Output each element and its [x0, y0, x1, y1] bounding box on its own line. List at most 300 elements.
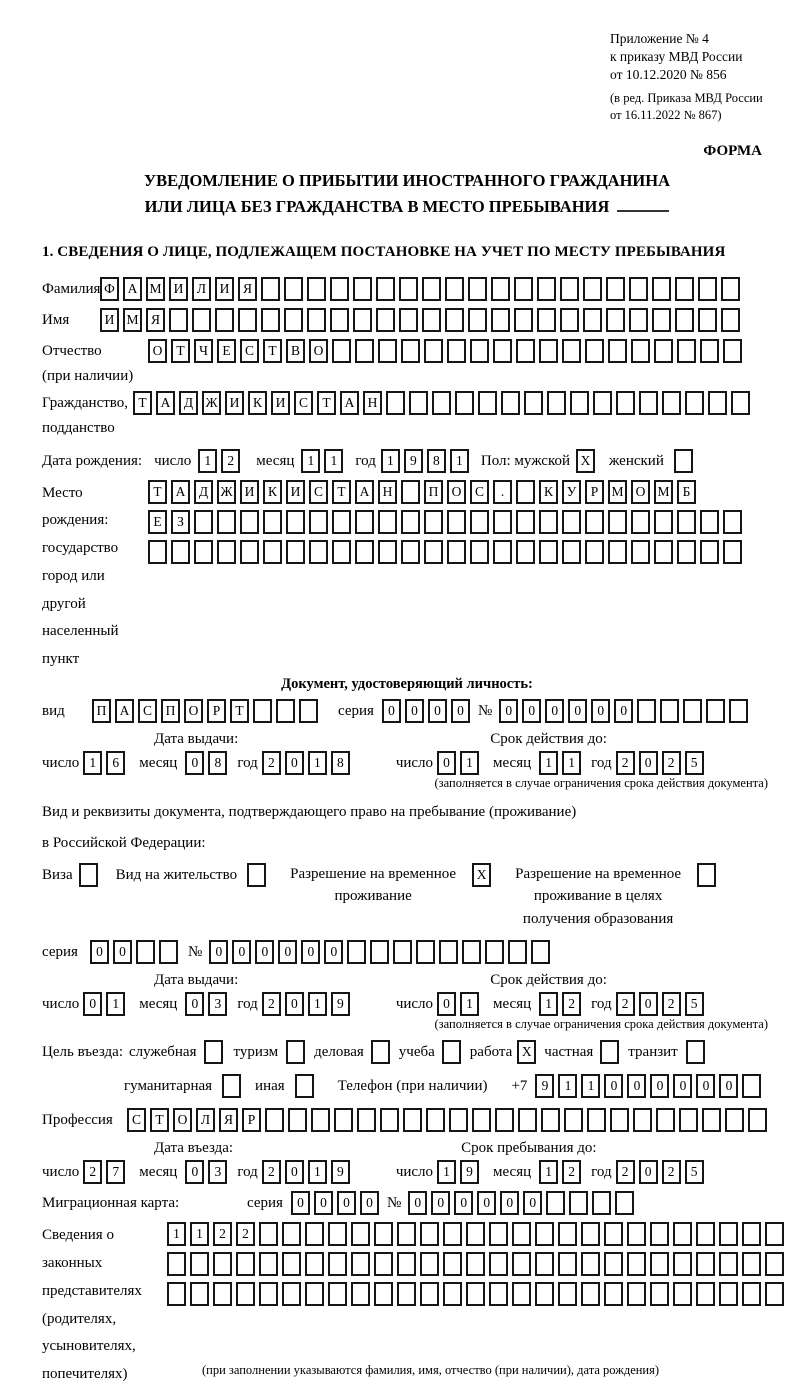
char-cell[interactable] — [546, 1191, 565, 1215]
char-cell[interactable] — [633, 1108, 652, 1132]
char-cell[interactable]: П — [161, 699, 180, 723]
char-cell[interactable] — [535, 1252, 554, 1276]
char-cell[interactable]: X — [576, 449, 595, 473]
char-cell[interactable] — [217, 540, 236, 564]
char-cell[interactable] — [650, 1222, 669, 1246]
char-cell[interactable] — [721, 277, 740, 301]
char-cell[interactable]: Н — [378, 480, 397, 504]
char-cell[interactable] — [403, 1108, 422, 1132]
char-cell[interactable] — [673, 1252, 692, 1276]
char-cell[interactable] — [489, 1222, 508, 1246]
char-cell[interactable]: X — [472, 863, 491, 887]
char-cell[interactable] — [259, 1222, 278, 1246]
char-cell[interactable] — [518, 1108, 537, 1132]
char-cell[interactable] — [213, 1282, 232, 1306]
char-cell[interactable] — [485, 940, 504, 964]
char-cell[interactable] — [696, 1222, 715, 1246]
char-cell[interactable] — [698, 277, 717, 301]
char-cell[interactable] — [422, 308, 441, 332]
char-cell[interactable]: С — [309, 480, 328, 504]
char-cell[interactable] — [284, 308, 303, 332]
char-cell[interactable] — [466, 1282, 485, 1306]
char-cell[interactable] — [604, 1252, 623, 1276]
char-cell[interactable] — [472, 1108, 491, 1132]
char-cell[interactable] — [286, 510, 305, 534]
char-cell[interactable] — [765, 1252, 784, 1276]
char-cell[interactable]: Р — [207, 699, 226, 723]
char-cell[interactable] — [409, 391, 428, 415]
char-cell[interactable] — [516, 480, 535, 504]
char-cell[interactable] — [604, 1222, 623, 1246]
char-cell[interactable]: 8 — [208, 751, 227, 775]
char-cell[interactable]: 7 — [106, 1160, 125, 1184]
char-cell[interactable] — [719, 1222, 738, 1246]
char-cell[interactable]: 1 — [190, 1222, 209, 1246]
char-cell[interactable]: П — [92, 699, 111, 723]
char-cell[interactable]: И — [100, 308, 119, 332]
char-cell[interactable] — [370, 940, 389, 964]
char-cell[interactable] — [537, 308, 556, 332]
char-cell[interactable]: 0 — [285, 1160, 304, 1184]
char-cell[interactable] — [194, 510, 213, 534]
char-cell[interactable]: И — [215, 277, 234, 301]
char-cell[interactable] — [719, 1282, 738, 1306]
char-cell[interactable]: Е — [148, 510, 167, 534]
char-cell[interactable] — [217, 510, 236, 534]
char-cell[interactable]: 2 — [616, 992, 635, 1016]
char-cell[interactable] — [466, 1252, 485, 1276]
char-cell[interactable]: П — [424, 480, 443, 504]
char-cell[interactable] — [332, 339, 351, 363]
char-cell[interactable] — [355, 540, 374, 564]
char-cell[interactable] — [608, 510, 627, 534]
char-cell[interactable] — [742, 1282, 761, 1306]
char-cell[interactable]: 2 — [562, 992, 581, 1016]
char-cell[interactable]: 0 — [673, 1074, 692, 1098]
char-cell[interactable]: 0 — [209, 940, 228, 964]
char-cell[interactable] — [581, 1222, 600, 1246]
char-cell[interactable] — [700, 339, 719, 363]
char-cell[interactable]: 1 — [460, 992, 479, 1016]
char-cell[interactable] — [685, 391, 704, 415]
char-cell[interactable]: О — [148, 339, 167, 363]
char-cell[interactable]: Я — [238, 277, 257, 301]
char-cell[interactable] — [416, 940, 435, 964]
char-cell[interactable] — [305, 1222, 324, 1246]
char-cell[interactable] — [654, 540, 673, 564]
char-cell[interactable] — [253, 699, 272, 723]
char-cell[interactable] — [531, 940, 550, 964]
char-cell[interactable]: 0 — [545, 699, 564, 723]
char-cell[interactable] — [539, 540, 558, 564]
char-cell[interactable]: 1 — [83, 751, 102, 775]
char-cell[interactable]: 3 — [208, 992, 227, 1016]
char-cell[interactable] — [631, 540, 650, 564]
char-cell[interactable] — [397, 1222, 416, 1246]
char-cell[interactable]: 1 — [106, 992, 125, 1016]
char-cell[interactable] — [592, 1191, 611, 1215]
char-cell[interactable] — [247, 863, 266, 887]
char-cell[interactable] — [265, 1108, 284, 1132]
char-cell[interactable]: З — [171, 510, 190, 534]
char-cell[interactable] — [570, 391, 589, 415]
char-cell[interactable] — [424, 510, 443, 534]
char-cell[interactable]: 9 — [404, 449, 423, 473]
char-cell[interactable] — [194, 540, 213, 564]
char-cell[interactable]: 2 — [213, 1222, 232, 1246]
char-cell[interactable] — [491, 277, 510, 301]
char-cell[interactable]: 1 — [381, 449, 400, 473]
char-cell[interactable] — [539, 339, 558, 363]
char-cell[interactable] — [357, 1108, 376, 1132]
char-cell[interactable] — [683, 699, 702, 723]
char-cell[interactable] — [420, 1252, 439, 1276]
char-cell[interactable] — [401, 480, 420, 504]
char-cell[interactable] — [493, 339, 512, 363]
char-cell[interactable] — [443, 1252, 462, 1276]
char-cell[interactable] — [677, 339, 696, 363]
char-cell[interactable] — [309, 540, 328, 564]
char-cell[interactable] — [286, 540, 305, 564]
char-cell[interactable] — [284, 277, 303, 301]
char-cell[interactable]: 0 — [627, 1074, 646, 1098]
char-cell[interactable] — [393, 940, 412, 964]
char-cell[interactable] — [501, 391, 520, 415]
char-cell[interactable] — [399, 308, 418, 332]
char-cell[interactable] — [378, 510, 397, 534]
char-cell[interactable]: 0 — [604, 1074, 623, 1098]
char-cell[interactable]: 2 — [83, 1160, 102, 1184]
char-cell[interactable] — [700, 540, 719, 564]
char-cell[interactable]: 2 — [662, 1160, 681, 1184]
char-cell[interactable]: 0 — [639, 992, 658, 1016]
char-cell[interactable] — [328, 1222, 347, 1246]
char-cell[interactable]: 0 — [639, 751, 658, 775]
char-cell[interactable] — [725, 1108, 744, 1132]
char-cell[interactable] — [401, 339, 420, 363]
char-cell[interactable]: И — [240, 480, 259, 504]
char-cell[interactable]: 0 — [477, 1191, 496, 1215]
char-cell[interactable]: 2 — [221, 449, 240, 473]
char-cell[interactable]: 1 — [450, 449, 469, 473]
char-cell[interactable]: 0 — [451, 699, 470, 723]
char-cell[interactable] — [447, 510, 466, 534]
char-cell[interactable]: Т — [133, 391, 152, 415]
char-cell[interactable] — [696, 1252, 715, 1276]
char-cell[interactable] — [564, 1108, 583, 1132]
char-cell[interactable] — [351, 1222, 370, 1246]
char-cell[interactable]: 1 — [539, 751, 558, 775]
char-cell[interactable] — [447, 540, 466, 564]
char-cell[interactable]: Д — [194, 480, 213, 504]
char-cell[interactable] — [259, 1282, 278, 1306]
char-cell[interactable] — [650, 1282, 669, 1306]
char-cell[interactable] — [615, 1191, 634, 1215]
char-cell[interactable] — [631, 339, 650, 363]
char-cell[interactable] — [424, 540, 443, 564]
char-cell[interactable] — [332, 540, 351, 564]
char-cell[interactable]: 0 — [285, 992, 304, 1016]
char-cell[interactable] — [305, 1252, 324, 1276]
char-cell[interactable] — [547, 391, 566, 415]
char-cell[interactable] — [627, 1222, 646, 1246]
char-cell[interactable] — [708, 391, 727, 415]
char-cell[interactable]: 8 — [331, 751, 350, 775]
char-cell[interactable] — [514, 277, 533, 301]
char-cell[interactable]: 6 — [106, 751, 125, 775]
char-cell[interactable] — [742, 1252, 761, 1276]
char-cell[interactable] — [719, 1252, 738, 1276]
char-cell[interactable] — [330, 277, 349, 301]
char-cell[interactable] — [512, 1252, 531, 1276]
char-cell[interactable] — [512, 1222, 531, 1246]
char-cell[interactable] — [627, 1252, 646, 1276]
char-cell[interactable] — [236, 1282, 255, 1306]
char-cell[interactable]: С — [138, 699, 157, 723]
char-cell[interactable] — [585, 510, 604, 534]
char-cell[interactable]: 0 — [719, 1074, 738, 1098]
char-cell[interactable] — [535, 1282, 554, 1306]
char-cell[interactable]: 0 — [639, 1160, 658, 1184]
char-cell[interactable]: Ж — [217, 480, 236, 504]
char-cell[interactable] — [468, 308, 487, 332]
char-cell[interactable]: С — [127, 1108, 146, 1132]
char-cell[interactable] — [259, 1252, 278, 1276]
char-cell[interactable] — [610, 1108, 629, 1132]
char-cell[interactable] — [190, 1252, 209, 1276]
char-cell[interactable]: 0 — [431, 1191, 450, 1215]
char-cell[interactable] — [397, 1282, 416, 1306]
char-cell[interactable]: 0 — [499, 699, 518, 723]
char-cell[interactable] — [347, 940, 366, 964]
char-cell[interactable]: М — [608, 480, 627, 504]
char-cell[interactable]: 2 — [616, 751, 635, 775]
char-cell[interactable]: Н — [363, 391, 382, 415]
char-cell[interactable] — [432, 391, 451, 415]
char-cell[interactable]: 0 — [83, 992, 102, 1016]
char-cell[interactable]: 2 — [562, 1160, 581, 1184]
char-cell[interactable] — [213, 1252, 232, 1276]
char-cell[interactable] — [442, 1040, 461, 1064]
char-cell[interactable] — [374, 1222, 393, 1246]
char-cell[interactable] — [355, 510, 374, 534]
char-cell[interactable] — [489, 1252, 508, 1276]
char-cell[interactable] — [374, 1282, 393, 1306]
char-cell[interactable]: О — [173, 1108, 192, 1132]
char-cell[interactable]: 1 — [198, 449, 217, 473]
char-cell[interactable]: 0 — [232, 940, 251, 964]
char-cell[interactable] — [167, 1252, 186, 1276]
char-cell[interactable] — [470, 540, 489, 564]
char-cell[interactable] — [639, 391, 658, 415]
char-cell[interactable]: А — [355, 480, 374, 504]
char-cell[interactable]: 8 — [427, 449, 446, 473]
char-cell[interactable]: 0 — [437, 992, 456, 1016]
char-cell[interactable] — [585, 540, 604, 564]
char-cell[interactable]: 0 — [324, 940, 343, 964]
char-cell[interactable]: . — [493, 480, 512, 504]
char-cell[interactable] — [673, 1282, 692, 1306]
char-cell[interactable] — [136, 940, 155, 964]
char-cell[interactable] — [240, 510, 259, 534]
char-cell[interactable] — [374, 1252, 393, 1276]
char-cell[interactable] — [420, 1222, 439, 1246]
char-cell[interactable]: 2 — [662, 751, 681, 775]
char-cell[interactable]: Т — [148, 480, 167, 504]
char-cell[interactable] — [660, 699, 679, 723]
char-cell[interactable]: А — [115, 699, 134, 723]
char-cell[interactable]: И — [225, 391, 244, 415]
char-cell[interactable] — [524, 391, 543, 415]
char-cell[interactable] — [397, 1252, 416, 1276]
char-cell[interactable]: 0 — [185, 751, 204, 775]
char-cell[interactable] — [240, 540, 259, 564]
char-cell[interactable]: 9 — [331, 992, 350, 1016]
char-cell[interactable] — [560, 277, 579, 301]
char-cell[interactable]: 0 — [408, 1191, 427, 1215]
char-cell[interactable] — [169, 308, 188, 332]
char-cell[interactable]: 0 — [428, 699, 447, 723]
char-cell[interactable]: 1 — [308, 992, 327, 1016]
char-cell[interactable]: К — [248, 391, 267, 415]
char-cell[interactable] — [307, 277, 326, 301]
char-cell[interactable] — [286, 1040, 305, 1064]
char-cell[interactable] — [698, 308, 717, 332]
char-cell[interactable] — [516, 339, 535, 363]
char-cell[interactable]: А — [340, 391, 359, 415]
title-blank-line[interactable] — [617, 197, 669, 212]
char-cell[interactable]: 0 — [285, 751, 304, 775]
char-cell[interactable] — [426, 1108, 445, 1132]
char-cell[interactable]: О — [309, 339, 328, 363]
char-cell[interactable] — [652, 277, 671, 301]
char-cell[interactable]: 0 — [382, 699, 401, 723]
char-cell[interactable] — [600, 1040, 619, 1064]
char-cell[interactable] — [159, 940, 178, 964]
char-cell[interactable] — [167, 1282, 186, 1306]
char-cell[interactable] — [696, 1282, 715, 1306]
char-cell[interactable] — [399, 277, 418, 301]
char-cell[interactable] — [702, 1108, 721, 1132]
char-cell[interactable] — [650, 1252, 669, 1276]
char-cell[interactable] — [466, 1222, 485, 1246]
char-cell[interactable] — [587, 1108, 606, 1132]
char-cell[interactable]: 5 — [685, 1160, 704, 1184]
char-cell[interactable]: В — [286, 339, 305, 363]
char-cell[interactable]: 9 — [331, 1160, 350, 1184]
char-cell[interactable] — [581, 1252, 600, 1276]
char-cell[interactable]: 5 — [685, 992, 704, 1016]
char-cell[interactable] — [723, 339, 742, 363]
char-cell[interactable] — [539, 510, 558, 534]
char-cell[interactable] — [765, 1282, 784, 1306]
char-cell[interactable] — [723, 540, 742, 564]
char-cell[interactable] — [508, 940, 527, 964]
char-cell[interactable]: Я — [146, 308, 165, 332]
char-cell[interactable] — [629, 277, 648, 301]
char-cell[interactable]: 9 — [535, 1074, 554, 1098]
char-cell[interactable]: 1 — [460, 751, 479, 775]
char-cell[interactable]: Я — [219, 1108, 238, 1132]
char-cell[interactable] — [376, 308, 395, 332]
char-cell[interactable] — [353, 308, 372, 332]
char-cell[interactable]: 0 — [90, 940, 109, 964]
char-cell[interactable]: С — [294, 391, 313, 415]
char-cell[interactable]: Р — [585, 480, 604, 504]
char-cell[interactable] — [558, 1252, 577, 1276]
char-cell[interactable] — [443, 1282, 462, 1306]
char-cell[interactable] — [489, 1282, 508, 1306]
char-cell[interactable] — [445, 277, 464, 301]
char-cell[interactable]: 0 — [500, 1191, 519, 1215]
char-cell[interactable] — [299, 699, 318, 723]
char-cell[interactable] — [581, 1282, 600, 1306]
char-cell[interactable] — [558, 1282, 577, 1306]
char-cell[interactable] — [652, 308, 671, 332]
char-cell[interactable] — [215, 308, 234, 332]
char-cell[interactable] — [569, 1191, 588, 1215]
char-cell[interactable]: С — [240, 339, 259, 363]
char-cell[interactable] — [616, 391, 635, 415]
char-cell[interactable] — [424, 339, 443, 363]
char-cell[interactable] — [455, 391, 474, 415]
char-cell[interactable] — [679, 1108, 698, 1132]
char-cell[interactable]: 1 — [308, 751, 327, 775]
char-cell[interactable] — [378, 339, 397, 363]
char-cell[interactable] — [495, 1108, 514, 1132]
char-cell[interactable] — [604, 1282, 623, 1306]
char-cell[interactable]: С — [470, 480, 489, 504]
char-cell[interactable] — [742, 1222, 761, 1246]
char-cell[interactable] — [478, 391, 497, 415]
char-cell[interactable] — [629, 308, 648, 332]
char-cell[interactable]: 0 — [301, 940, 320, 964]
char-cell[interactable] — [282, 1222, 301, 1246]
char-cell[interactable]: К — [263, 480, 282, 504]
char-cell[interactable] — [376, 277, 395, 301]
char-cell[interactable] — [541, 1108, 560, 1132]
char-cell[interactable] — [493, 540, 512, 564]
char-cell[interactable]: 1 — [562, 751, 581, 775]
char-cell[interactable]: 2 — [262, 992, 281, 1016]
char-cell[interactable]: М — [146, 277, 165, 301]
char-cell[interactable]: 2 — [236, 1222, 255, 1246]
char-cell[interactable] — [470, 339, 489, 363]
char-cell[interactable] — [422, 277, 441, 301]
char-cell[interactable]: 1 — [581, 1074, 600, 1098]
char-cell[interactable] — [263, 540, 282, 564]
char-cell[interactable] — [420, 1282, 439, 1306]
char-cell[interactable]: 0 — [650, 1074, 669, 1098]
char-cell[interactable] — [236, 1252, 255, 1276]
char-cell[interactable] — [445, 308, 464, 332]
char-cell[interactable] — [79, 863, 98, 887]
char-cell[interactable] — [261, 277, 280, 301]
char-cell[interactable]: А — [156, 391, 175, 415]
char-cell[interactable] — [516, 540, 535, 564]
char-cell[interactable] — [263, 510, 282, 534]
char-cell[interactable]: К — [539, 480, 558, 504]
char-cell[interactable] — [282, 1252, 301, 1276]
char-cell[interactable] — [560, 308, 579, 332]
char-cell[interactable] — [401, 510, 420, 534]
char-cell[interactable] — [593, 391, 612, 415]
char-cell[interactable]: Р — [242, 1108, 261, 1132]
char-cell[interactable]: Т — [317, 391, 336, 415]
char-cell[interactable]: Ж — [202, 391, 221, 415]
char-cell[interactable]: М — [654, 480, 673, 504]
char-cell[interactable] — [204, 1040, 223, 1064]
